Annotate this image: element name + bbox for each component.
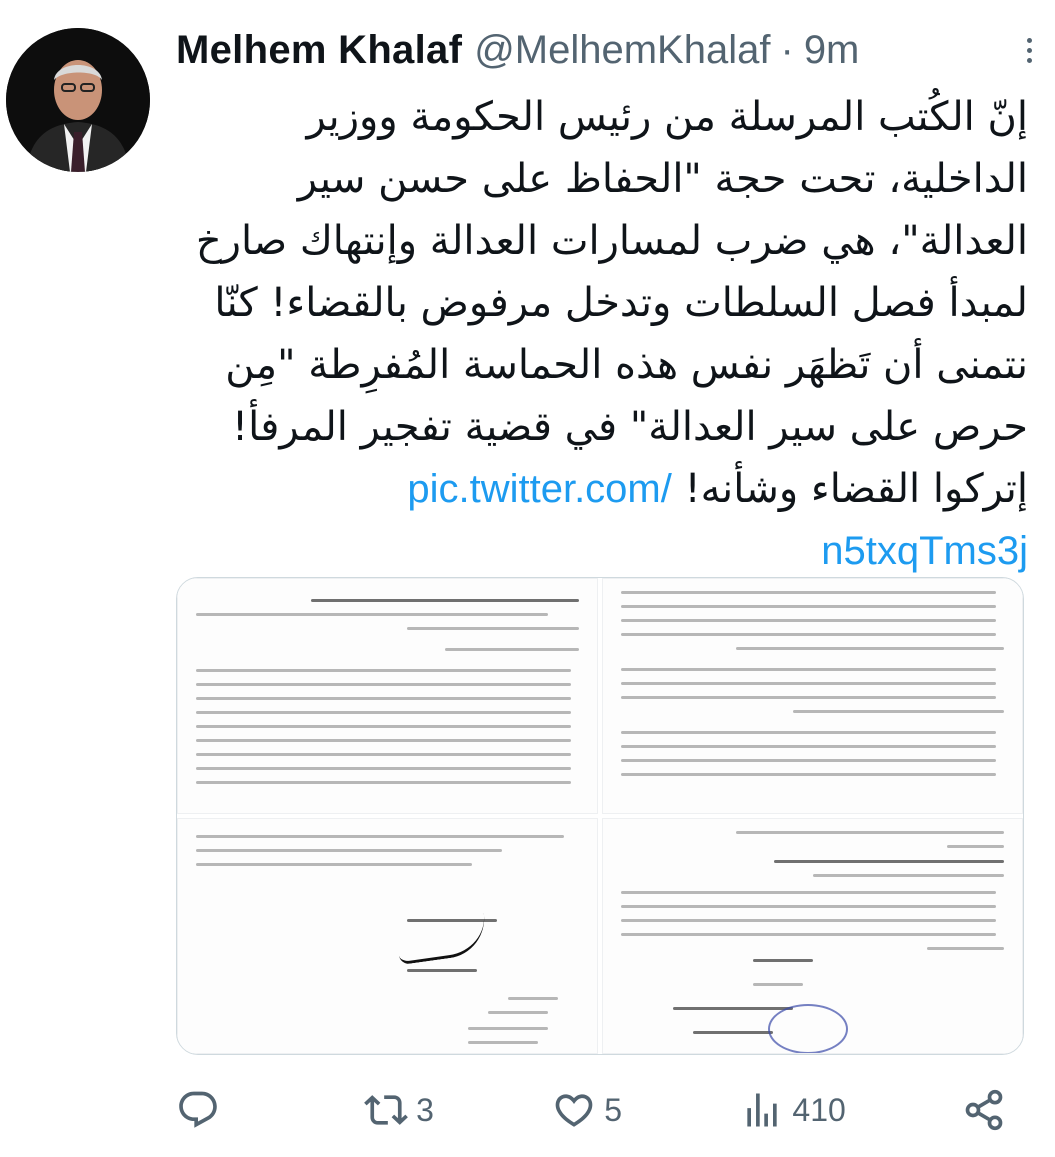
heart-icon xyxy=(552,1088,596,1132)
user-handle[interactable]: @MelhemKhalaf xyxy=(474,27,771,72)
more-icon[interactable] xyxy=(1009,30,1049,70)
display-name[interactable]: Melhem Khalaf xyxy=(176,27,463,72)
share-button[interactable] xyxy=(962,1088,1006,1132)
document-image-1[interactable] xyxy=(177,578,598,814)
reply-icon xyxy=(176,1088,220,1132)
views-button[interactable] xyxy=(740,1088,845,1132)
tweet-link-line xyxy=(176,520,1028,582)
reply-button[interactable] xyxy=(176,1088,248,1132)
tweet-line: العدالة"، هي ضرب لمسارات العدالة وإنتهاك صارخ xyxy=(195,218,1028,264)
share-icon xyxy=(962,1088,1006,1132)
tweet-line: حرص على سير العدالة" في قضية تفجير المرفأ! xyxy=(232,404,1028,450)
retweet-button[interactable] xyxy=(364,1088,436,1132)
tweet-line: لمبدأ فصل السلطات وتدخل مرفوض بالقضاء! كنّا xyxy=(214,280,1028,326)
separator-dot: · xyxy=(780,27,794,72)
document-image-3[interactable] xyxy=(177,818,598,1054)
media-link[interactable]: pic.twitter.com/ xyxy=(407,467,672,511)
like-button[interactable] xyxy=(552,1088,624,1132)
avatar[interactable] xyxy=(6,28,150,172)
retweet-icon xyxy=(364,1088,408,1132)
tweet-line: الداخلية، تحت حجة "الحفاظ على حسن سير xyxy=(297,156,1028,202)
tweet-line-with-link xyxy=(176,458,1028,520)
like-count: 5 xyxy=(604,1091,623,1128)
tweet-line: إتركوا القضاء وشأنه! xyxy=(671,466,1028,512)
document-image-2[interactable] xyxy=(602,578,1023,814)
media-link-continued[interactable]: n5txqTms3j xyxy=(821,529,1028,573)
document-image-4[interactable] xyxy=(602,818,1023,1054)
tweet-text xyxy=(176,86,1028,582)
tweet-header xyxy=(176,22,1035,78)
timestamp[interactable]: 9m xyxy=(803,27,860,72)
views-count: 410 xyxy=(792,1091,846,1128)
retweet-count: 3 xyxy=(416,1091,434,1128)
tweet-line: إنّ الكُتب المرسلة من رئيس الحكومة ووزير xyxy=(306,94,1028,140)
media-grid[interactable] xyxy=(176,577,1024,1055)
action-bar xyxy=(176,1082,1006,1138)
tweet-line: نتمنى أن تَظهَر نفس هذه الحماسة المُفرِطة "مِن xyxy=(225,342,1028,388)
views-icon xyxy=(740,1088,784,1132)
